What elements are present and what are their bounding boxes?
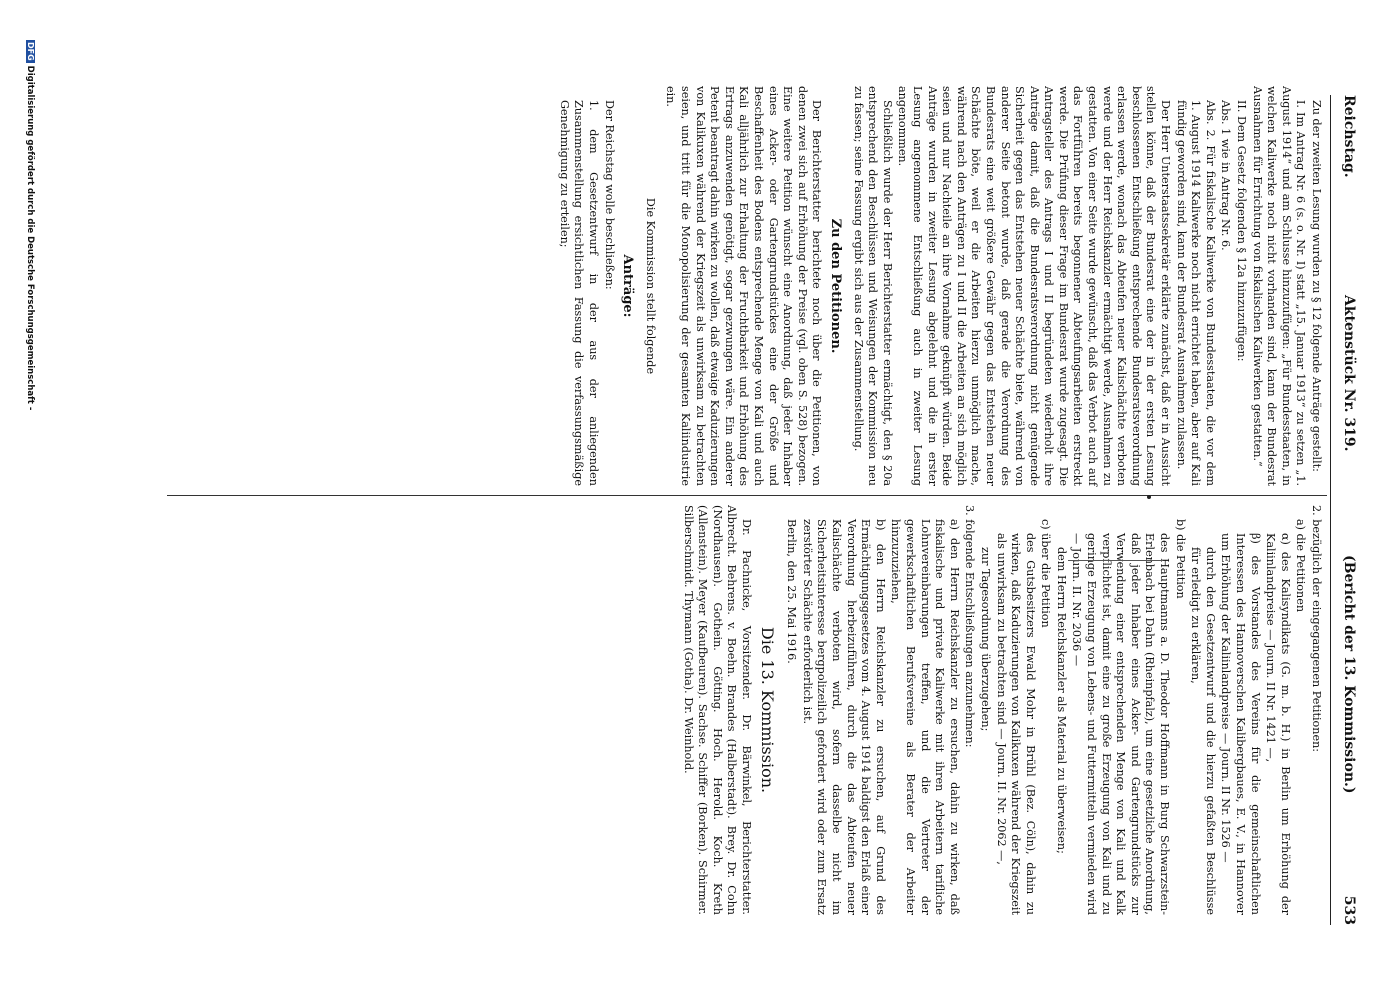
col1-antrag-2b: Abs. 2. Für fiskalische Kaliwerke von Bundesstaaten, die vor dem 1. August 1914 Kaliwerke noch nicht errichtet haben, aber auf Kali fündig geworden sind, kann der Bundesrat Ausnahmen zulassen. — [1174, 100, 1217, 486]
col1-paragraph-4: Die Kommission stellt folgende — [643, 197, 657, 375]
column-right — [679, 505, 1323, 915]
signatories: Dr. Pachnicke, Vorsitzender. Dr. Bärwinkel, Berichterstatter. Albrecht. Behrens. v. Boehn. Brandes (Halberstadt). Brey. Dr. Cohn (Nordhausen). Gothein. Götting. Hoch. Herold. Koch. Kreth (Allenstein). Meyer (Kaufbeuren). Sachse. Schiffer (Borken). Schirmer. Silberschmidt. Thymann (Gotha). Dr. Weinhold. — [681, 505, 754, 915]
col2-item-2c-close: zur Tagesordnung überzugehen; — [978, 547, 992, 732]
col2-item-2: 2. bezüglich der eingegangenen Petitionen: — [1310, 505, 1323, 753]
col1-intro: Zu der zweiten Lesung wurden zu § 12 folgende Anträge gestellt: — [1310, 100, 1323, 472]
margin-mark-dot — [1147, 495, 1151, 499]
col1-paragraph-5: Der Reichstag wolle beschließen: — [602, 100, 616, 290]
dfg-logo: DFG — [26, 42, 35, 61]
col1-paragraph-1: Der Herr Unterstaatssekretär erklärte zunächst, daß er in Aussicht stellen könne, daß der Bundesrat eine der in der ersten Lesung beschlossenen Entschließung entsprechende Bundesratsverordnung erlassen werde, wonach das Abteufen neuer Kalischächte verboten werde und der Herr Reichskanzler ermächtigt werde, Ausnahmen zu gestatten. Von einer Seite wurde gewünscht, daß das Verbot auch auf das Fortführen bereits begonnener Abteufungsarbeiten erstreckt werde. Die Prüfung dieser Frage im Bundesrat wurde zugesagt. Die Antragsteller des Antrags I und II begründeten wiederholt ihre Anträge damit, daß die Bundesratsverordnung nicht genügende Sicherheit gegen das Entstehen neuer Schächte biete, während von anderer Seite betont wurde, daß gerade die Verordnung des Bundesrats eine weit größere Gewähr gegen das Entstehen neuer Schächte böte, weil er die Arbeiten hierzu unmöglich mache, während nach den Anträgen zu I und II die Arbeiten an sich möglich seien und nur Nachteile an ihre Vornahme geknüpft würden. Beide Anträge wurden in zweiter Lesung abgelehnt und die in erster Lesung angenommene Entschließung auch in zweiter Lesung angenommen. — [896, 86, 1173, 486]
col2-item-2c: c) über die Petition — [1039, 519, 1053, 628]
col2-item-2b-close: dem Herrn Reichskanzler als Material zu überweisen; — [1054, 547, 1068, 854]
header-center: Aktenstück Nr. 319. — [1341, 295, 1357, 452]
col1-paragraph-3: Der Berichterstatter berichtete noch über die Petitionen, von denen zwei sich auf Erhöhung der Preise (vgl. oben S. 528) bezogen. Eine weitere Petition wünscht eine Anordnung, daß jeder Inhaber eines Acker- oder Gartengrundstückes eine der Größe und Beschaffenheit des Bodens entsprechende Menge von Kali und auch Kali alljährlich zur Erhaltung der Fruchtbarkeit und Erhöhung des Ertrags anzuwenden genötigt, sogar gezwungen wäre. Ein anderer Petent beantragt dahin wirken zu wollen, daß etwaige Kaduzierungen von Kalikuxen während der Kriegszeit als unwirksam zu betrachten seien, und tritt für die Monopolisierung der gesamten Kaliindustrie ein. — [664, 86, 824, 486]
col2-item-2b: b) die Petition — [1173, 519, 1187, 599]
col2-item-2b-text: des Hauptmanns a. D. Theodor Hoffmann in Burg Schwarzstein-Erlenbach bei Dahn (Rheinpfalz), um eine gesetzliche Anordnung, daß jeder Inhaber eines Acker- und Gartengrundstücks zur Verwendung einer entsprechenden Menge von Kali und Kalk verpflichtet ist, damit eine zu große Erzeugung von Kali und zu geringe Erzeugung von Lebens- und Futtermitteln vermieden wird — Journ. II. Nr. 2036 — — [1070, 533, 1172, 915]
col1-antrag-2a: Abs. 1 wie in Antrag Nr. 6. — [1219, 100, 1233, 251]
date-line: Berlin, den 25. Mai 1916. — [785, 519, 799, 664]
col2-item-2a-close: durch den Gesetzentwurf und die hierzu gefaßten Beschlüsse für erledigt zu erklären, — [1189, 547, 1217, 915]
margin-mark-line — [1068, 560, 1163, 561]
digitization-footer — [25, 40, 35, 410]
column-divider — [167, 495, 1327, 496]
col2-item-3: 3. folgende Entschließungen anzunehmen: — [963, 505, 977, 748]
column-left — [555, 86, 1323, 486]
header-left: Reichstag. — [1341, 95, 1357, 178]
col1-paragraph-2: Schließlich wurde der Herr Berichterstatter ermächtigt, den § 20a entsprechend den Beschlüssen und Weisungen der Kommission neu zu fassen; seine Fassung ergibt sich aus der Zusammenstellung. — [851, 86, 894, 486]
col2-item-3a: a) den Herrn Reichskanzler zu ersuchen, dahin zu wirken, daß fiskalische und private Kaliwerke mit ihren Arbeitern tarifliche Lohnvereinbarungen treffen, und die Vertreter der gewerkschaftlichen Berufsvereine als Berater der Arbeiter hinzuzuziehen, — [889, 519, 961, 915]
col1-paragraph-6: 1. dem Gesetzentwurf in der aus der anliegenden Zusammenstellung ersichtlichen Fassung die verfassungsmäßige Genehmigung zu erteilen; — [557, 100, 601, 486]
col2-item-2a-beta: β) des Vorstandes des Vereins für die gemeinschaftlichen Interessen des Hannoverschen Kalibergbaues, E. V., in Hannover um Erhöhung der Kaliinlandpreise — Journ. II Nr. 1526 — — [1219, 533, 1262, 915]
col1-antrag-2: II. Dem Gesetz folgenden § 12a hinzuzufügen: — [1235, 100, 1249, 362]
antraege-heading: Anträge: — [620, 254, 636, 318]
signature-heading: Die 13. Kommission. — [757, 626, 777, 794]
col2-item-2a: a) die Petitionen — [1294, 519, 1308, 613]
page-header — [1330, 95, 1357, 925]
col2-item-3b: b) den Herrn Reichskanzler zu ersuchen, auf Grund des Ermächtigungsgesetzes vom 4. August 1914 baldigst den Erlaß einer Verordnung herbeizuführen, durch die das Abteufen neuer Kalischächte verboten wird, sofern dasselbe nicht im Sicherheitsinteresse bergpolizeilich gefordert wird oder zum Ersatz zerstörter Schächte erforderlich ist. — [800, 519, 887, 915]
col2-item-2c-text: des Gutsbesitzers Ewald Mohr in Brühl (Bez. Cöln), dahin zu wirken, daß Kaduzierungen von Kalikuxen während der Kriegszeit als unwirksam zu betrachten sind — Journ. II. Nr. 2062 —, — [994, 533, 1037, 915]
petitions-heading: Zu den Petitionen. — [828, 218, 843, 354]
page-number: 533 — [1341, 895, 1357, 925]
header-center2: (Bericht der 13. Kommission.) — [1341, 555, 1357, 794]
col1-antrag-1: I. Im Antrag Nr. 6 (s. o. Nr. I) statt „15. Januar 1913“ zu setzen „1. August 1914“ und am Schlusse hinzuzufügen: „Für Bundesstaaten, in welchen Kaliwerke noch nicht vorhanden sind, kann der Bundesrat Ausnahmen für Errichtung von fiskalischen Kaliwerken gestatten.“ — [1250, 86, 1308, 486]
col2-item-2a-alpha: α) des Kalisyndikats (G. m. b. H.) in Berlin um Erhöhung der Kaliinlandpreise — Journ. II Nr. 1421 —, — [1264, 533, 1292, 915]
footer-text: Digitalisierung gefördert durch die Deutsche Forschungsgemeinschaft - — [25, 65, 35, 411]
